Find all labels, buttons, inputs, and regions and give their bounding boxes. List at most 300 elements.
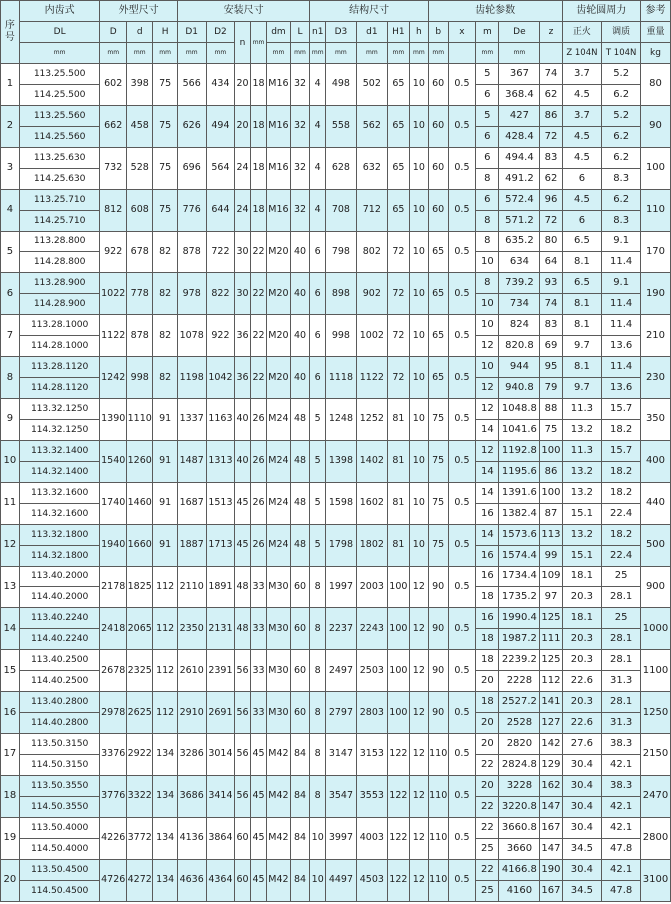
cell-d3: 4497 <box>325 859 356 901</box>
cell-x: 0.5 <box>448 734 476 776</box>
cell-d2: 1513 <box>206 482 235 524</box>
cell-x: 0.5 <box>448 147 476 189</box>
cell-b: 75 <box>428 440 448 482</box>
cell-weight: 80 <box>640 64 670 106</box>
cell-zhenghuo: 22.6 <box>562 671 602 692</box>
cell-x: 0.5 <box>448 566 476 608</box>
cell-h: 112 <box>153 650 177 692</box>
row-seq: 7 <box>1 315 20 357</box>
header-dl: DL <box>19 22 100 43</box>
cell-d1: 1078 <box>177 315 206 357</box>
cell-tiaozhi: 18.2 <box>602 524 641 545</box>
cell-z: 100 <box>540 482 562 503</box>
cell-d1: 802 <box>356 231 387 273</box>
cell-nmm: 26 <box>250 482 267 524</box>
unit-dl: mm <box>19 43 100 64</box>
header-d: d <box>126 22 153 43</box>
header-row-units <box>1 43 671 64</box>
cell-dm: M42 <box>267 859 290 901</box>
row-seq: 13 <box>1 566 20 608</box>
row-seq: 9 <box>1 399 20 441</box>
cell-l: 60 <box>290 692 310 734</box>
cell-m: 5 <box>476 105 499 126</box>
cell-d2: 434 <box>206 64 235 106</box>
table-row <box>1 524 671 545</box>
cell-d1: 562 <box>356 105 387 147</box>
unit-L: mm <box>290 43 310 64</box>
cell-n: 20 <box>235 105 250 147</box>
cell-n: 45 <box>235 524 250 566</box>
cell-n1: 4 <box>310 105 325 147</box>
cell-d: 1740 <box>100 482 127 524</box>
cell-z: 190 <box>540 859 562 880</box>
cell-d: 3376 <box>100 734 127 776</box>
header-tooth-type: 内齿式 <box>19 1 100 22</box>
table-row <box>1 775 671 796</box>
cell-d1: 712 <box>356 189 387 231</box>
cell-m: 14 <box>476 482 499 503</box>
cell-d: 1390 <box>100 399 127 441</box>
cell-d2: 2131 <box>206 608 235 650</box>
cell-dm: M42 <box>267 775 290 817</box>
cell-d1: 1252 <box>356 399 387 441</box>
cell-m: 18 <box>476 692 499 713</box>
cell-h1: 100 <box>387 650 409 692</box>
header-outer-size: 外型尺寸 <box>100 1 177 22</box>
cell-d: 2678 <box>100 650 127 692</box>
header-struct-size: 结构尺寸 <box>310 1 428 22</box>
cell-z: 86 <box>540 461 562 482</box>
cell-h: 82 <box>153 315 177 357</box>
header-install-size: 安装尺寸 <box>177 1 310 22</box>
cell-dm: M20 <box>267 357 290 399</box>
table-row <box>1 315 671 336</box>
cell-tiaozhi: 47.8 <box>602 880 641 901</box>
cell-zhenghuo: 22.6 <box>562 713 602 734</box>
model-code-113: 113.28.1120 <box>19 357 100 378</box>
cell-m: 6 <box>476 126 499 147</box>
model-code-114: 114.28.1120 <box>19 378 100 399</box>
cell-x: 0.5 <box>448 273 476 315</box>
cell-x: 0.5 <box>448 189 476 231</box>
cell-d3: 628 <box>325 147 356 189</box>
cell-b: 60 <box>428 105 448 147</box>
cell-tiaozhi: 42.1 <box>602 754 641 775</box>
table-row <box>1 147 671 168</box>
cell-d3: 2797 <box>325 692 356 734</box>
cell-zhenghuo: 13.2 <box>562 419 602 440</box>
cell-n: 45 <box>235 482 250 524</box>
cell-d: 398 <box>126 64 153 106</box>
cell-zhenghuo: 4.5 <box>562 84 602 105</box>
cell-n: 40 <box>235 399 250 441</box>
cell-h: 10 <box>409 105 428 147</box>
model-code-113: 113.40.2800 <box>19 692 100 713</box>
cell-d3: 1398 <box>325 440 356 482</box>
cell-zhenghuo: 18.1 <box>562 608 602 629</box>
cell-weight: 900 <box>640 566 670 608</box>
model-code-113: 113.25.710 <box>19 189 100 210</box>
cell-n: 60 <box>235 817 250 859</box>
cell-h: 10 <box>409 231 428 273</box>
cell-h1: 65 <box>387 189 409 231</box>
cell-n: 36 <box>235 357 250 399</box>
cell-l: 48 <box>290 482 310 524</box>
cell-nmm: 45 <box>250 817 267 859</box>
cell-n1: 5 <box>310 399 325 441</box>
cell-de: 494.4 <box>499 147 540 168</box>
cell-d: 2625 <box>126 692 153 734</box>
cell-d: 1660 <box>126 524 153 566</box>
cell-m: 16 <box>476 545 499 566</box>
cell-h: 112 <box>153 566 177 608</box>
cell-d2: 3414 <box>206 775 235 817</box>
cell-l: 40 <box>290 315 310 357</box>
cell-h1: 122 <box>387 817 409 859</box>
cell-d: 1022 <box>100 273 127 315</box>
cell-de: 2824.8 <box>499 754 540 775</box>
cell-de: 2527.2 <box>499 692 540 713</box>
cell-tiaozhi: 13.6 <box>602 378 641 399</box>
cell-d: 602 <box>100 64 127 106</box>
cell-z: 95 <box>540 357 562 378</box>
cell-n1: 8 <box>310 692 325 734</box>
cell-d1: 1122 <box>356 357 387 399</box>
cell-x: 0.5 <box>448 482 476 524</box>
header-H: H <box>153 22 177 43</box>
cell-d1: 878 <box>177 231 206 273</box>
cell-zhenghuo: 30.4 <box>562 796 602 817</box>
cell-d1: 1002 <box>356 315 387 357</box>
cell-tiaozhi: 42.1 <box>602 817 641 838</box>
cell-l: 32 <box>290 105 310 147</box>
cell-zhenghuo: 30.4 <box>562 817 602 838</box>
cell-b: 90 <box>428 650 448 692</box>
model-code-114: 114.50.4000 <box>19 838 100 859</box>
cell-de: 634 <box>499 252 540 273</box>
cell-h1: 100 <box>387 692 409 734</box>
cell-nmm: 18 <box>250 105 267 147</box>
cell-tiaozhi: 18.2 <box>602 461 641 482</box>
cell-h: 12 <box>409 650 428 692</box>
model-code-114: 114.50.4500 <box>19 880 100 901</box>
cell-n1: 5 <box>310 440 325 482</box>
cell-tiaozhi: 6.2 <box>602 84 641 105</box>
cell-tiaozhi: 11.4 <box>602 294 641 315</box>
cell-tiaozhi: 6.2 <box>602 189 641 210</box>
model-code-113: 113.28.800 <box>19 231 100 252</box>
model-code-114: 114.28.1000 <box>19 336 100 357</box>
cell-d: 732 <box>100 147 127 189</box>
cell-h: 12 <box>409 817 428 859</box>
cell-d1: 2110 <box>177 566 206 608</box>
cell-d: 1825 <box>126 566 153 608</box>
model-code-113: 113.32.1400 <box>19 440 100 461</box>
cell-de: 1048.8 <box>499 399 540 420</box>
cell-d: 922 <box>100 231 127 273</box>
cell-h1: 72 <box>387 231 409 273</box>
cell-n1: 8 <box>310 650 325 692</box>
model-code-113: 113.25.630 <box>19 147 100 168</box>
cell-d2: 564 <box>206 147 235 189</box>
model-code-113: 113.40.2240 <box>19 608 100 629</box>
cell-dm: M24 <box>267 482 290 524</box>
cell-h: 10 <box>409 189 428 231</box>
cell-nmm: 22 <box>250 357 267 399</box>
cell-d2: 722 <box>206 231 235 273</box>
cell-b: 90 <box>428 692 448 734</box>
cell-l: 40 <box>290 273 310 315</box>
cell-m: 8 <box>476 231 499 252</box>
cell-d1: 978 <box>177 273 206 315</box>
cell-n: 60 <box>235 859 250 901</box>
cell-m: 6 <box>476 147 499 168</box>
table-row <box>1 105 671 126</box>
cell-de: 491.2 <box>499 168 540 189</box>
cell-tiaozhi: 28.1 <box>602 650 641 671</box>
cell-m: 8 <box>476 168 499 189</box>
cell-d3: 3997 <box>325 817 356 859</box>
cell-d1: 696 <box>177 147 206 189</box>
cell-d1: 2350 <box>177 608 206 650</box>
cell-weight: 2800 <box>640 817 670 859</box>
cell-z: 112 <box>540 671 562 692</box>
cell-z: 142 <box>540 734 562 755</box>
cell-d1: 2610 <box>177 650 206 692</box>
cell-d3: 3147 <box>325 734 356 776</box>
cell-weight: 1100 <box>640 650 670 692</box>
cell-z: 88 <box>540 399 562 420</box>
table-row <box>1 859 671 880</box>
cell-d: 2418 <box>100 608 127 650</box>
cell-nmm: 33 <box>250 608 267 650</box>
cell-b: 75 <box>428 482 448 524</box>
cell-tiaozhi: 25 <box>602 566 641 587</box>
cell-tiaozhi: 11.4 <box>602 252 641 273</box>
cell-de: 1573.6 <box>499 524 540 545</box>
cell-de: 820.8 <box>499 336 540 357</box>
cell-nmm: 18 <box>250 189 267 231</box>
cell-dm: M24 <box>267 399 290 441</box>
cell-d1: 566 <box>177 64 206 106</box>
unit-D3: mm <box>325 43 356 64</box>
cell-h: 82 <box>153 357 177 399</box>
cell-x: 0.5 <box>448 231 476 273</box>
cell-tiaozhi: 15.7 <box>602 399 641 420</box>
cell-d2: 1713 <box>206 524 235 566</box>
table-row <box>1 692 671 713</box>
cell-zhenghuo: 6.5 <box>562 231 602 252</box>
cell-h1: 81 <box>387 440 409 482</box>
cell-n: 20 <box>235 64 250 106</box>
model-code-113: 113.32.1600 <box>19 482 100 503</box>
cell-zhenghuo: 4.5 <box>562 126 602 147</box>
cell-d1: 776 <box>177 189 206 231</box>
cell-h1: 65 <box>387 64 409 106</box>
table-row <box>1 650 671 671</box>
cell-de: 1192.8 <box>499 440 540 461</box>
cell-d3: 2497 <box>325 650 356 692</box>
cell-z: 113 <box>540 524 562 545</box>
cell-de: 824 <box>499 315 540 336</box>
header-row-groups <box>1 1 671 22</box>
cell-d: 1940 <box>100 524 127 566</box>
cell-nmm: 26 <box>250 399 267 441</box>
cell-d3: 498 <box>325 64 356 106</box>
cell-zhenghuo: 3.7 <box>562 105 602 126</box>
cell-zhenghuo: 34.5 <box>562 880 602 901</box>
cell-h: 10 <box>409 64 428 106</box>
row-seq: 20 <box>1 859 20 901</box>
cell-m: 25 <box>476 880 499 901</box>
cell-h: 91 <box>153 440 177 482</box>
cell-zhenghuo: 34.5 <box>562 838 602 859</box>
cell-m: 10 <box>476 315 499 336</box>
cell-tiaozhi: 15.7 <box>602 440 641 461</box>
cell-d: 4272 <box>126 859 153 901</box>
cell-d2: 2391 <box>206 650 235 692</box>
cell-l: 60 <box>290 650 310 692</box>
cell-zhenghuo: 27.6 <box>562 734 602 755</box>
cell-d2: 1163 <box>206 399 235 441</box>
table-row <box>1 734 671 755</box>
cell-de: 2820 <box>499 734 540 755</box>
cell-zhenghuo: 9.7 <box>562 336 602 357</box>
cell-z: 75 <box>540 419 562 440</box>
cell-tiaozhi: 13.6 <box>602 336 641 357</box>
cell-d: 1260 <box>126 440 153 482</box>
cell-l: 32 <box>290 189 310 231</box>
cell-h: 82 <box>153 231 177 273</box>
cell-h1: 65 <box>387 105 409 147</box>
cell-m: 6 <box>476 84 499 105</box>
cell-z: 127 <box>540 713 562 734</box>
cell-n1: 4 <box>310 189 325 231</box>
cell-z: 93 <box>540 273 562 294</box>
cell-d1: 2503 <box>356 650 387 692</box>
unit-tiaozhi: T 104N <box>602 43 641 64</box>
cell-de: 1735.2 <box>499 587 540 608</box>
cell-d1: 2910 <box>177 692 206 734</box>
cell-dm: M42 <box>267 734 290 776</box>
cell-dm: M30 <box>267 692 290 734</box>
cell-zhenghuo: 8.1 <box>562 252 602 273</box>
cell-zhenghuo: 20.3 <box>562 587 602 608</box>
cell-h: 10 <box>409 357 428 399</box>
cell-h1: 100 <box>387 566 409 608</box>
cell-de: 571.2 <box>499 210 540 231</box>
cell-d1: 632 <box>356 147 387 189</box>
cell-h: 91 <box>153 524 177 566</box>
cell-d2: 922 <box>206 315 235 357</box>
cell-m: 10 <box>476 357 499 378</box>
cell-d1: 1687 <box>177 482 206 524</box>
cell-tiaozhi: 9.1 <box>602 231 641 252</box>
model-code-114: 114.25.710 <box>19 210 100 231</box>
row-seq: 16 <box>1 692 20 734</box>
cell-b: 90 <box>428 608 448 650</box>
cell-l: 84 <box>290 734 310 776</box>
cell-d: 458 <box>126 105 153 147</box>
cell-n1: 8 <box>310 734 325 776</box>
cell-nmm: 22 <box>250 231 267 273</box>
cell-h1: 100 <box>387 608 409 650</box>
cell-d: 998 <box>126 357 153 399</box>
unit-m: mm <box>476 43 499 64</box>
cell-d1: 4003 <box>356 817 387 859</box>
cell-n: 56 <box>235 775 250 817</box>
cell-n: 40 <box>235 440 250 482</box>
unit-d1: mm <box>356 43 387 64</box>
cell-h1: 81 <box>387 399 409 441</box>
cell-h: 75 <box>153 189 177 231</box>
cell-de: 2228 <box>499 671 540 692</box>
cell-de: 635.2 <box>499 231 540 252</box>
cell-d1: 3153 <box>356 734 387 776</box>
cell-m: 18 <box>476 587 499 608</box>
model-code-113: 113.50.4500 <box>19 859 100 880</box>
cell-zhenghuo: 13.2 <box>562 482 602 503</box>
cell-de: 944 <box>499 357 540 378</box>
cell-b: 110 <box>428 859 448 901</box>
model-code-114: 114.32.1250 <box>19 419 100 440</box>
cell-n1: 4 <box>310 64 325 106</box>
cell-tiaozhi: 22.4 <box>602 503 641 524</box>
cell-tiaozhi: 6.2 <box>602 147 641 168</box>
cell-d2: 3864 <box>206 817 235 859</box>
cell-m: 6 <box>476 189 499 210</box>
cell-m: 25 <box>476 838 499 859</box>
table-row <box>1 189 671 210</box>
model-code-114: 114.25.630 <box>19 168 100 189</box>
cell-d2: 1891 <box>206 566 235 608</box>
cell-z: 74 <box>540 64 562 85</box>
cell-dm: M20 <box>267 315 290 357</box>
cell-d: 1460 <box>126 482 153 524</box>
cell-b: 65 <box>428 315 448 357</box>
cell-m: 14 <box>476 461 499 482</box>
model-code-114: 114.40.2000 <box>19 587 100 608</box>
cell-n1: 5 <box>310 482 325 524</box>
cell-d1: 4503 <box>356 859 387 901</box>
cell-d2: 2691 <box>206 692 235 734</box>
cell-h: 75 <box>153 147 177 189</box>
cell-nmm: 33 <box>250 692 267 734</box>
cell-z: 96 <box>540 189 562 210</box>
cell-z: 79 <box>540 378 562 399</box>
cell-d: 678 <box>126 231 153 273</box>
cell-dm: M16 <box>267 64 290 106</box>
cell-b: 90 <box>428 566 448 608</box>
cell-d1: 626 <box>177 105 206 147</box>
cell-m: 14 <box>476 419 499 440</box>
cell-n1: 8 <box>310 566 325 608</box>
cell-d: 3776 <box>100 775 127 817</box>
cell-b: 65 <box>428 231 448 273</box>
cell-zhenghuo: 30.4 <box>562 754 602 775</box>
cell-z: 100 <box>540 440 562 461</box>
table-row <box>1 608 671 629</box>
cell-d2: 4364 <box>206 859 235 901</box>
cell-z: 72 <box>540 126 562 147</box>
cell-n: 24 <box>235 189 250 231</box>
cell-tiaozhi: 6.2 <box>602 126 641 147</box>
cell-m: 22 <box>476 796 499 817</box>
cell-z: 64 <box>540 252 562 273</box>
cell-z: 167 <box>540 817 562 838</box>
cell-nmm: 18 <box>250 64 267 106</box>
cell-l: 40 <box>290 357 310 399</box>
